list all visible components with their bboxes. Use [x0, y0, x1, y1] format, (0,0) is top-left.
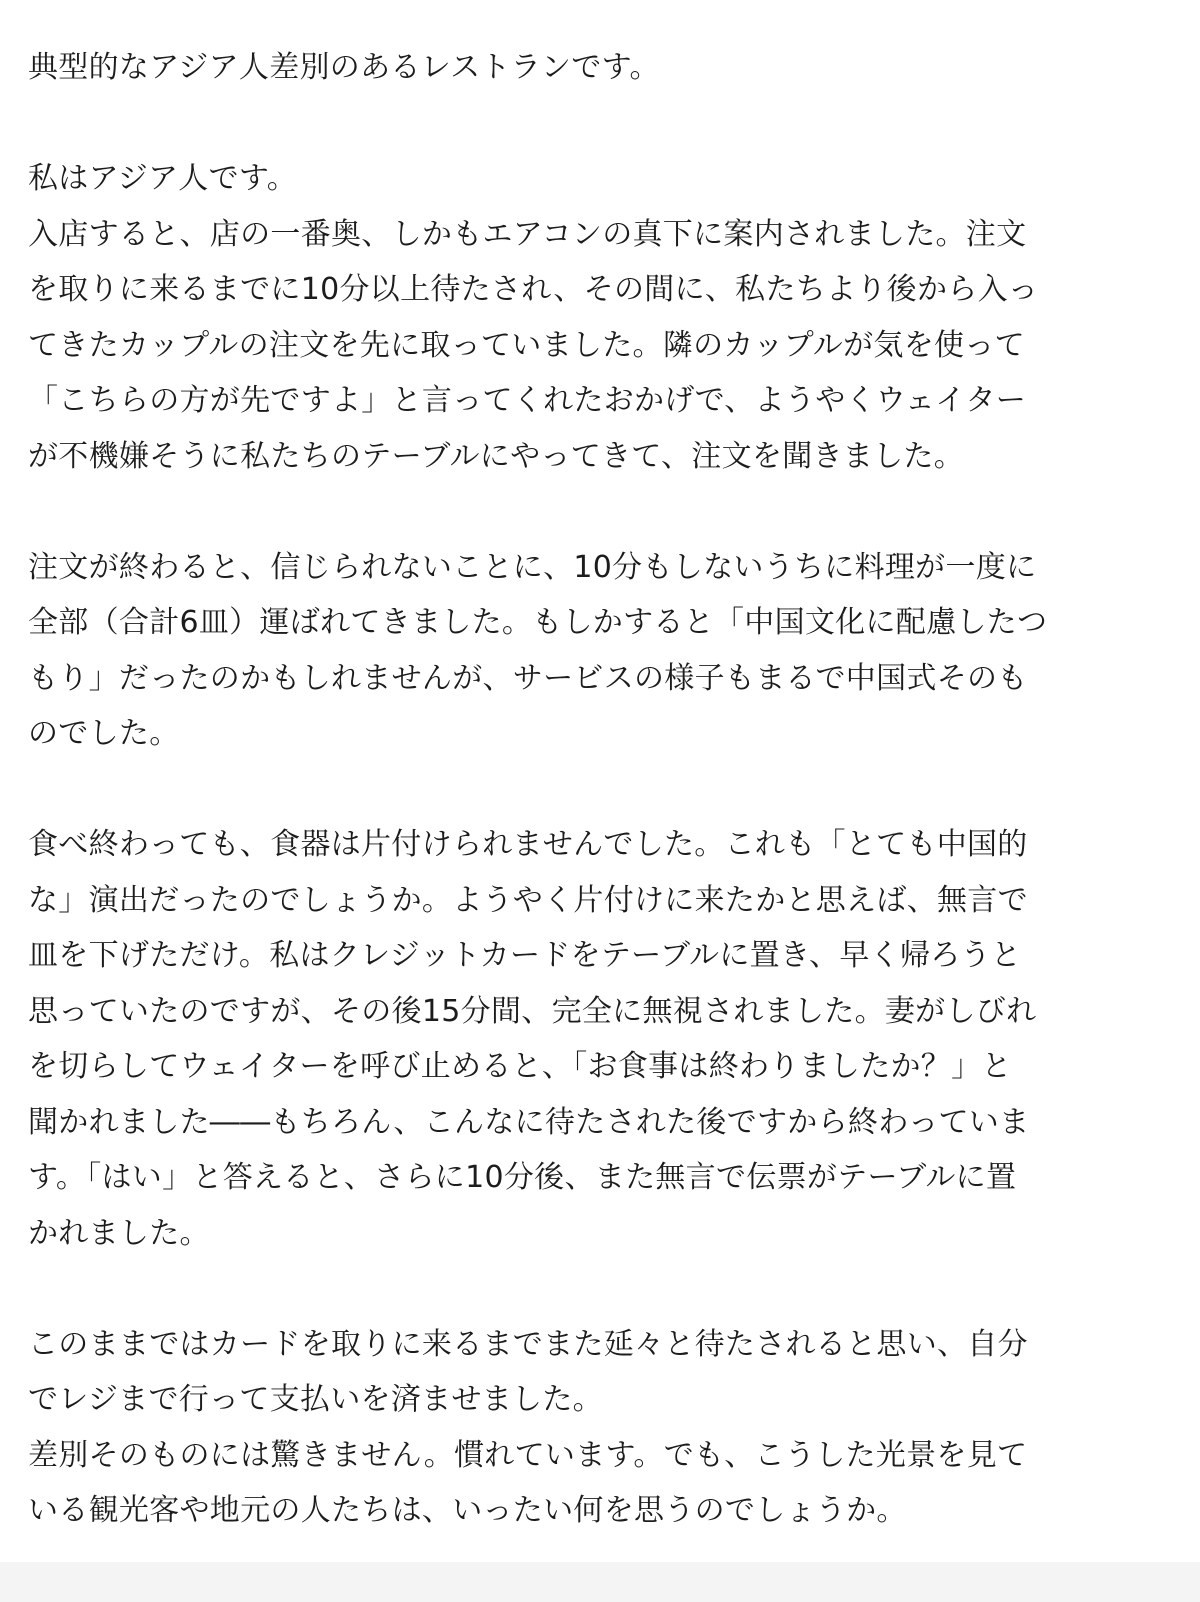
review-line: 典型的なアジア人差別のあるレストランです。 — [28, 50, 660, 85]
review-line: もり」だったのかもしれませんが、サービスの様子もまるで中国式そのも — [28, 660, 1028, 696]
bottom-divider-area — [0, 1562, 1200, 1602]
review-line: 皿を下げただけ。私はクレジットカードをテーブルに置き、早く帰ろうと — [28, 938, 1022, 973]
review-line: かれました。 — [28, 1215, 210, 1251]
review-line: す。「はい」と答えると、さらに10分後、また無言で伝票がテーブルに置 — [28, 1160, 1017, 1195]
paragraph-break — [28, 484, 1178, 540]
review-line: を取りに来るまでに10分以上待たされ、その間に、私たちより後から入っ — [28, 272, 1039, 307]
review-line: 差別そのものには驚きません。慣れています。でも、こうした光景を見て — [28, 1437, 1028, 1473]
review-line: てきたカップルの注文を先に取っていました。隣のカップルが気を使って — [28, 327, 1025, 363]
paragraph-break — [28, 762, 1178, 818]
review-line: 入店すると、店の一番奥、しかもエアコンの真下に案内されました。注文 — [28, 216, 1027, 252]
review-line: 食べ終わっても、食器は片付けられませんでした。これも「とても中国的 — [28, 827, 1028, 862]
review-text — [28, 40, 1178, 1539]
review-line: このままではカードを取りに来るまでまた延々と待たされると思い、自分 — [28, 1326, 1028, 1362]
review-line: 思っていたのですが、その後15分間、完全に無視されました。妻がしびれ — [28, 993, 1037, 1029]
review-line: 全部（合計6皿）運ばれてきました。もしかすると「中国文化に配慮したつ — [28, 605, 1048, 640]
review-line: 注文が終わると、信じられないことに、10分もしないうちに料理が一度に — [28, 549, 1037, 585]
review-line: を切らしてウェイターを呼び止めると、「お食事は終わりましたか？」と — [28, 1049, 1012, 1084]
paragraph-break — [28, 1261, 1178, 1317]
review-line: のでした。 — [28, 716, 180, 751]
review-line: 聞かれました――もちろん、こんなに待たされた後ですから終わっていま — [28, 1104, 1030, 1140]
review-line: な」演出だったのでしょうか。ようやく片付けに来たかと思えば、無言で — [28, 882, 1028, 918]
review-line: 私はアジア人です。 — [28, 161, 298, 196]
review-line: いる観光客や地元の人たちは、いったい何を思うのでしょうか。 — [28, 1493, 907, 1528]
review-line: でレジまで行って支払いを済ませました。 — [28, 1382, 603, 1417]
review-line: が不機嫌そうに私たちのテーブルにやってきて、注文を聞きました。 — [28, 438, 964, 474]
paragraph-break — [28, 96, 1178, 152]
review-line: 「こちらの方が先ですよ」と言ってくれたおかげで、ようやくウェイター — [28, 383, 1027, 418]
